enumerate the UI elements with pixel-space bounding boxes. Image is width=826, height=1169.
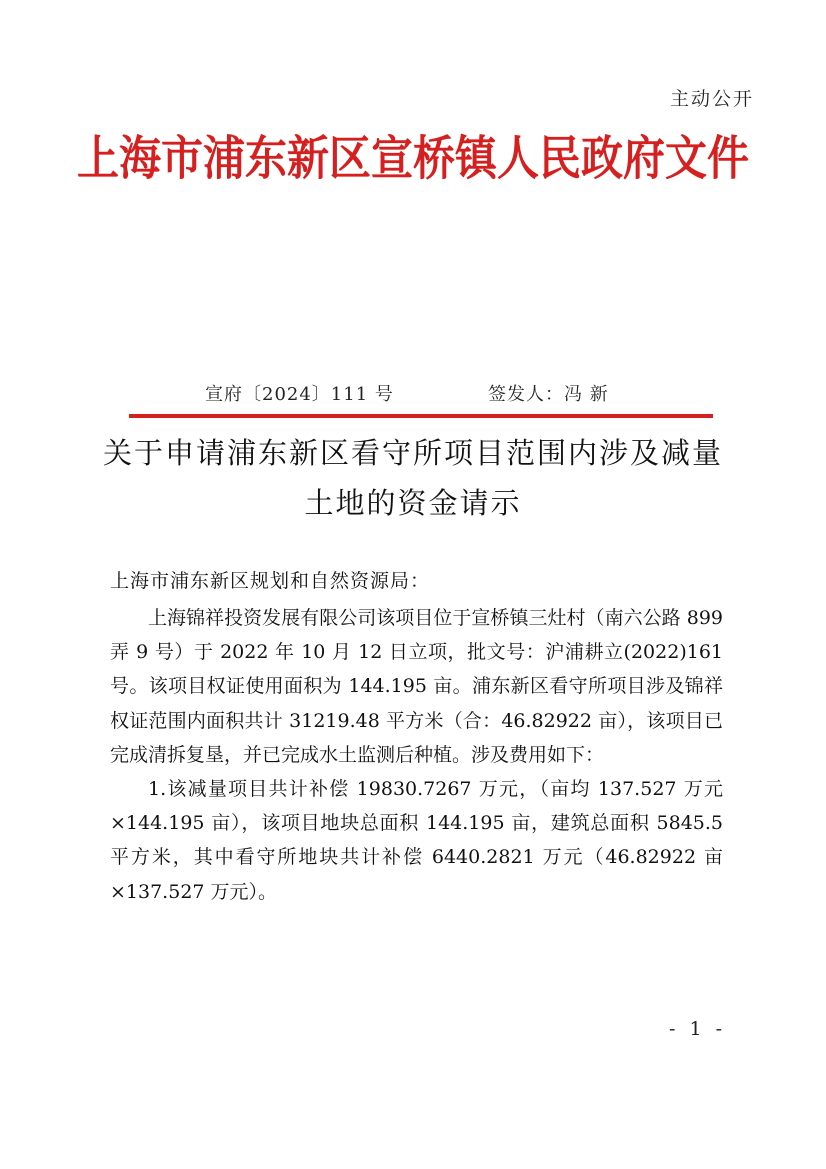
signer: 签发人：冯 新 [488, 384, 609, 405]
body-paragraph-1: 上海锦祥投资发展有限公司该项目位于宣桥镇三灶村（南六公路 899 弄 9 号）于 2022 年 10 月 12 日立项，批文号：沪浦耕立(2022)161 号。该项目权证使用面积为 144.195 亩。浦东新区看守所项目涉及锦祥权证范围内面积共计 31219.48 平方米（合：46.82922 亩），该项目已完成清拆复垦，并已完成水土监测后种植。涉及费用如下： [110, 607, 723, 766]
document-body [110, 601, 723, 909]
body-paragraph-2: 1.该减量项目共计补偿 19830.7267 万元，（亩均 137.527 万元×144.195 亩），该项目地块总面积 144.195 亩，建筑总面积 5845.5 平方米，其中看守所地块共计补偿 6440.2821 万元（46.82922 亩×137.527 万元）。 [110, 778, 723, 903]
masthead-title: 上海市浦东新区宣桥镇人民政府文件 [76, 131, 749, 186]
document-number: 宣府〔2024〕111 号 [205, 384, 394, 405]
disclosure-label: 主动公开 [669, 88, 754, 110]
page-number: - 1 - [668, 1018, 726, 1040]
addressee: 上海市浦东新区规划和自然资源局： [110, 570, 431, 592]
document-title-line-2: 土地的资金请示 [304, 486, 522, 520]
document-title [100, 428, 726, 528]
red-divider-rule [129, 414, 713, 418]
document-title-line-1: 关于申请浦东新区看守所项目范围内涉及减量 [102, 436, 723, 470]
